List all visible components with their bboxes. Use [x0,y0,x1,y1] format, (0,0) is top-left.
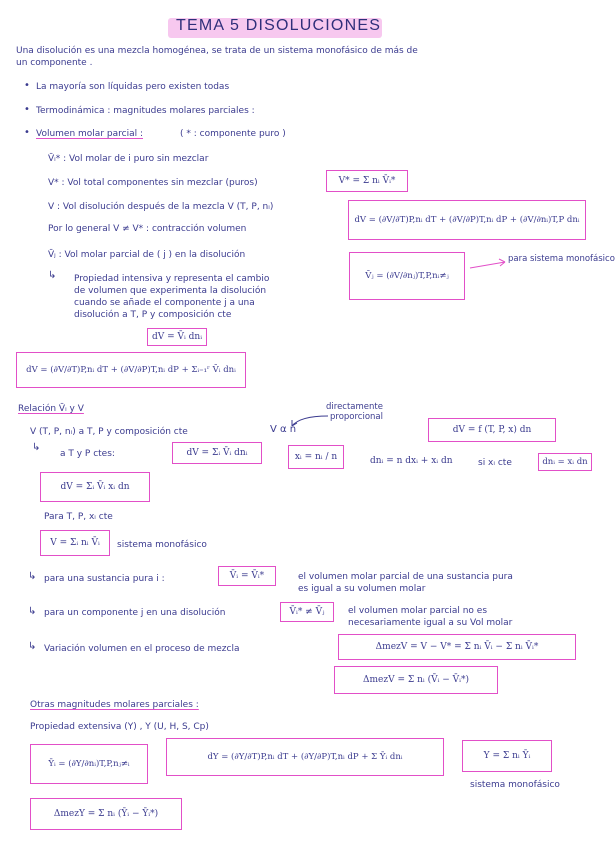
intro-line-2: un componente . [16,58,93,68]
def-general: Por lo general V ≠ V* : contracción volumen [48,224,247,234]
relacion-line-1: V (T, P, nᵢ) a T, P y composición cte [30,427,188,437]
vj-note: para sistema monofásico [508,254,615,264]
v-sum-box: V = Σᵢ nᵢ V̄ᵢ [40,530,110,556]
relacion-heading: Relación V̄ᵢ y V [18,404,84,414]
sistema-mono-2: sistema monofásico [470,780,560,790]
vj-formula-box: V̄ⱼ = (∂V/∂nⱼ)T,P,nᵢ≠ⱼ [349,252,465,300]
dv-xi-box: dV = Σᵢ V̄ᵢ xᵢ dn [40,472,150,502]
comp-text-2: necesariamente igual a su Vol molar [348,618,513,628]
bullet-dot: • [24,80,30,91]
comp-label: para un componente j en una disolución [44,608,226,618]
dv-big-box: dV = (∂V/∂T)P,nᵢ dT + (∂V/∂P)T,nᵢ dP + Σᵢ₌₁ʳ V̄ᵢ dnᵢ [16,352,246,388]
v-alpha-n: V α n [270,424,297,435]
def-v: V : Vol disolución después de la mezcla V (T, P, nᵢ) [48,202,274,212]
xi-box: xᵢ = nᵢ / n [288,445,344,469]
dv-formula-box: dV = (∂V/∂T)P,nᵢ dT + (∂V/∂P)T,nᵢ dP + (∂V/∂nᵢ)T,P dnᵢ [348,200,586,240]
hook-arrow-icon: ↳ [48,270,57,281]
si-xi-label: si xᵢ cte [478,458,512,468]
para-tpx: Para T, P, xᵢ cte [44,512,113,522]
yi-formula-box: Ȳᵢ = (∂Y/∂nᵢ)T,P,nⱼ≠ᵢ [30,744,148,784]
dv-f-box: dV = f (T, P, x) dn [428,418,556,442]
prop-line-3: cuando se añade el componente j a una [74,298,255,308]
prop-line-1: Propiedad intensiva y representa el cambio [74,274,270,284]
comp-text-1: el volumen molar parcial no es [348,606,488,616]
bullet-1: La mayoría son líquidas pero existen todas [36,82,230,92]
sistema-mono-1: sistema monofásico [117,540,207,550]
arrow-icon: ↳ [28,571,37,582]
pura-text-2: es igual a su volumen molar [298,584,426,594]
prop-line-2: de volumen que experimenta la disolución [74,286,267,296]
def-vj: V̄ⱼ : Vol molar parcial de ( j ) en la disolución [48,250,246,260]
vmp-note: ( * : componente puro ) [180,129,286,139]
pura-text-1: el volumen molar parcial de una sustancia pura [298,572,513,582]
pura-formula-box: V̄ᵢ = V̄ᵢ* [218,566,276,586]
v-star-formula-box: V* = Σ nᵢ V̄ᵢ* [326,170,408,192]
bullet-dot: • [24,104,30,115]
prop-line-4: disolución a T, P y composición cte [74,310,232,320]
comp-formula-box: V̄ᵢ* ≠ V̄ⱼ [280,602,334,622]
dni-simple-box: dnᵢ = xᵢ dn [538,453,592,471]
dv-sum-box: dV = Σᵢ V̄ᵢ dnᵢ [172,442,262,464]
dv-small-box: dV = V̄ᵢ dnᵢ [147,328,207,346]
bullet-2: Termodinámica : magnitudes molares parciales : [36,106,255,116]
intro-line-1: Una disolución es una mezcla homogénea, se trata de un sistema monofásico de más de [16,46,418,56]
hook-arrow-icon: ↳ [32,442,41,453]
bullet-dot: • [24,127,30,138]
page-title: TEMA 5 DISOLUCIONES [176,17,382,34]
dni-formula: dnᵢ = n dxᵢ + xᵢ dn [370,456,453,466]
delta-y-box: ΔmezY = Σ nᵢ (Ȳᵢ − Ȳᵢ*) [30,798,182,830]
def-v-star: V* : Vol total componentes sin mezclar (puros) [48,178,258,188]
bullet-3: Volumen molar parcial : [36,129,143,139]
a-tp-label: a T y P ctes: [60,449,115,459]
y-sum-box: Y = Σ nᵢ Ȳᵢ [462,740,552,772]
direct-label: directamente [326,402,383,412]
pura-label: para una sustancia pura i : [44,574,165,584]
otras-heading: Otras magnitudes molares parciales : [30,700,199,710]
def-vi-star: V̄ᵢ* : Vol molar de i puro sin mezclar [48,154,209,164]
prop-label: proporcional [330,412,384,422]
arrow-icon: ↳ [28,641,37,652]
arrow-icon: ↳ [28,606,37,617]
var-formula-1-box: ΔmezV = V − V* = Σ nᵢ V̄ᵢ − Σ nᵢ V̄ᵢ* [338,634,576,660]
var-formula-2-box: ΔmezV = Σ nᵢ (V̄ᵢ − V̄ᵢ*) [334,666,498,694]
var-label: Variación volumen en el proceso de mezcla [44,644,240,654]
dy-formula-box: dY = (∂Y/∂T)P,nᵢ dT + (∂Y/∂P)T,nᵢ dP + Σ Ȳᵢ dnᵢ [166,738,444,776]
prop-extensiva: Propiedad extensiva (Y) , Y (U, H, S, Cp) [30,722,209,732]
